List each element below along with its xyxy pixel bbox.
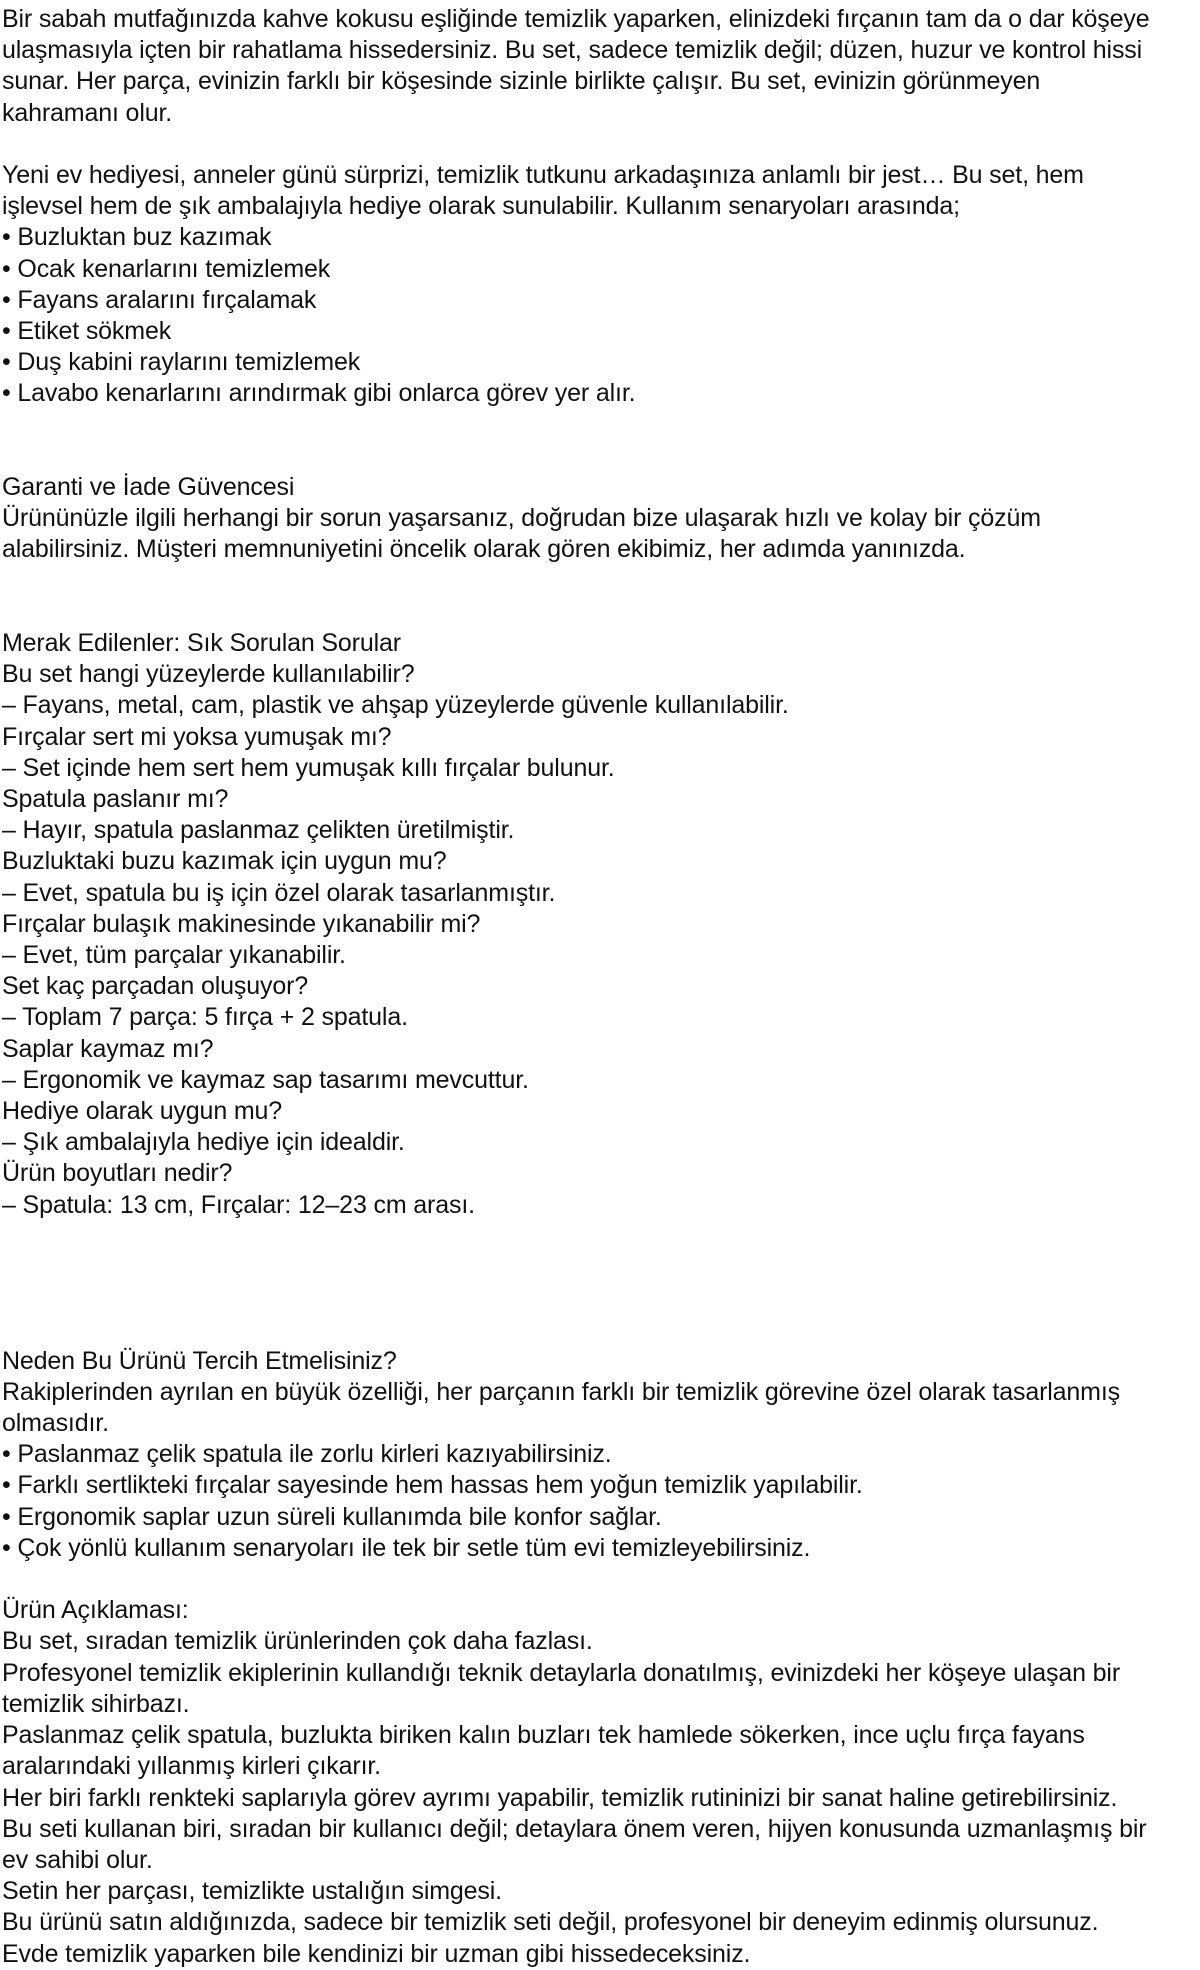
- spacer: [2, 1564, 1162, 1595]
- description-line: Bu seti kullanan biri, sıradan bir kullanıcı değil; detaylara önem veren, hijyen konusunda uzmanlaşmış bir ev sahibi olur.: [2, 1814, 1154, 1874]
- faq-answer: – Şık ambalajıyla hediye için idealdir.: [2, 1128, 405, 1157]
- intro-section: [2, 4, 1162, 129]
- faq-question: Fırçalar sert mi yoksa yumuşak mı?: [2, 722, 392, 751]
- warranty-section: [2, 472, 1162, 566]
- gift-usage-section: [2, 160, 1162, 410]
- description-line: Her biri farklı renkteki saplarıyla görev ayrımı yapabilir, temizlik rutininizi bir sanat haline getirebilirsiniz.: [2, 1783, 1118, 1812]
- faq-answer: – Evet, tüm parçalar yıkanabilir.: [2, 941, 346, 970]
- list-item: • Etiket sökmek: [2, 317, 172, 346]
- faq-answer: – Hayır, spatula paslanmaz çelikten üretilmiştir.: [2, 816, 515, 845]
- description-line: Profesyonel temizlik ekiplerinin kullandığı teknik detaylarla donatılmış, evinizdeki her köşeye ulaşan bir temizlik sihirbazı.: [2, 1658, 1127, 1718]
- list-item: • Paslanmaz çelik spatula ile zorlu kirleri kazıyabilirsiniz.: [2, 1440, 612, 1469]
- faq-answer: – Toplam 7 parça: 5 fırça + 2 spatula.: [2, 1003, 408, 1032]
- why-choose-section: [2, 1346, 1162, 1564]
- list-item: • Lavabo kenarlarını arındırmak gibi onlarca görev yer alır.: [2, 379, 636, 408]
- list-item: • Duş kabini raylarını temizlemek: [2, 348, 361, 377]
- spacer: [2, 566, 1162, 628]
- faq-section: [2, 628, 1162, 1221]
- faq-answer: – Ergonomik ve kaymaz sap tasarımı mevcuttur.: [2, 1065, 529, 1094]
- faq-question: Saplar kaymaz mı?: [2, 1034, 214, 1063]
- section-heading-product-description: Ürün Açıklaması:: [2, 1596, 189, 1625]
- faq-question: Set kaç parçadan oluşuyor?: [2, 972, 309, 1001]
- product-description-section: [2, 1595, 1162, 1969]
- list-item: • Fayans aralarını fırçalamak: [2, 285, 317, 314]
- list-item: • Çok yönlü kullanım senaryoları ile tek bir setle tüm evi temizleyebilirsiniz.: [2, 1533, 811, 1562]
- faq-answer: – Fayans, metal, cam, plastik ve ahşap yüzeylerde güvenle kullanılabilir.: [2, 691, 789, 720]
- faq-question: Buzluktaki buzu kazımak için uygun mu?: [2, 847, 447, 876]
- warranty-paragraph: Ürününüzle ilgili herhangi bir sorun yaşarsanız, doğrudan bize ulaşarak hızlı ve kolay bir çözüm alabilirsiniz. Müşteri memnuniyetini öncelik olarak gören ekibimiz, her adımda yanınızda.: [2, 504, 1048, 564]
- faq-question: Fırçalar bulaşık makinesinde yıkanabilir mi?: [2, 909, 481, 938]
- faq-question: Hediye olarak uygun mu?: [2, 1097, 283, 1126]
- why-choose-paragraph: Rakiplerinden ayrılan en büyük özelliği, her parçanın farklı bir temizlik görevine özel olarak tasarlanmış olmasıdır.: [2, 1377, 1127, 1438]
- spacer: [2, 410, 1162, 472]
- faq-answer: – Evet, spatula bu iş için özel olarak tasarlanmıştır.: [2, 878, 556, 907]
- faq-answer: – Spatula: 13 cm, Fırçalar: 12–23 cm arası.: [2, 1190, 475, 1219]
- faq-question: Ürün boyutları nedir?: [2, 1159, 233, 1188]
- spacer: [2, 1221, 1162, 1346]
- section-heading-why-choose: Neden Bu Ürünü Tercih Etmelisiniz?: [2, 1346, 397, 1375]
- description-line: Evde temizlik yaparken bile kendinizi bir uzman gibi hissedeceksiniz.: [2, 1939, 751, 1968]
- gift-paragraph: Yeni ev hediyesi, anneler günü sürprizi, temizlik tutkunu arkadaşınıza anlamlı bir jest… Bu set, hem işlevsel hem de şık ambalajıyla hediye olarak sunulabilir. Kullanım senaryoları arasında;: [2, 161, 1091, 221]
- section-heading-warranty: Garanti ve İade Güvencesi: [2, 473, 295, 502]
- faq-question: Spatula paslanır mı?: [2, 785, 229, 814]
- list-item: • Farklı sertlikteki fırçalar sayesinde hem hassas hem yoğun temizlik yapılabilir.: [2, 1471, 863, 1500]
- description-line: Paslanmaz çelik spatula, buzlukta biriken kalın buzları tek hamlede sökerken, ince uçlu fırça fayans aralarındaki yıllanmış kirleri çıkarır.: [2, 1721, 1092, 1781]
- description-line: Bu ürünü satın aldığınızda, sadece bir temizlik seti değil, profesyonel bir deneyim edinmiş olursunuz.: [2, 1908, 1099, 1937]
- faq-answer: – Set içinde hem sert hem yumuşak kıllı fırçalar bulunur.: [2, 753, 615, 782]
- list-item: • Ergonomik saplar uzun süreli kullanımda bile konfor sağlar.: [2, 1502, 662, 1531]
- faq-question: Bu set hangi yüzeylerde kullanılabilir?: [2, 660, 415, 689]
- spacer: [2, 129, 1162, 160]
- intro-paragraph: Bir sabah mutfağınızda kahve kokusu eşliğinde temizlik yaparken, elinizdeki fırçanın tam da o dar köşeye ulaşmasıyla içten bir rahatlama hissedersiniz. Bu set, sadece temizlik değil; düzen, huzur ve kontrol hissi sunar. Her parça, evinizin farklı bir köşesinde sizinle birlikte çalışır. Bu set, evinizin görünmeyen kahramanı olur.: [2, 5, 1157, 127]
- description-line: Setin her parçası, temizlikte ustalığın simgesi.: [2, 1877, 502, 1906]
- description-line: Bu set, sıradan temizlik ürünlerinden çok daha fazlası.: [2, 1627, 593, 1656]
- list-item: • Ocak kenarlarını temizlemek: [2, 254, 331, 283]
- section-heading-faq: Merak Edilenler: Sık Sorulan Sorular: [2, 629, 401, 658]
- list-item: • Buzluktan buz kazımak: [2, 223, 272, 252]
